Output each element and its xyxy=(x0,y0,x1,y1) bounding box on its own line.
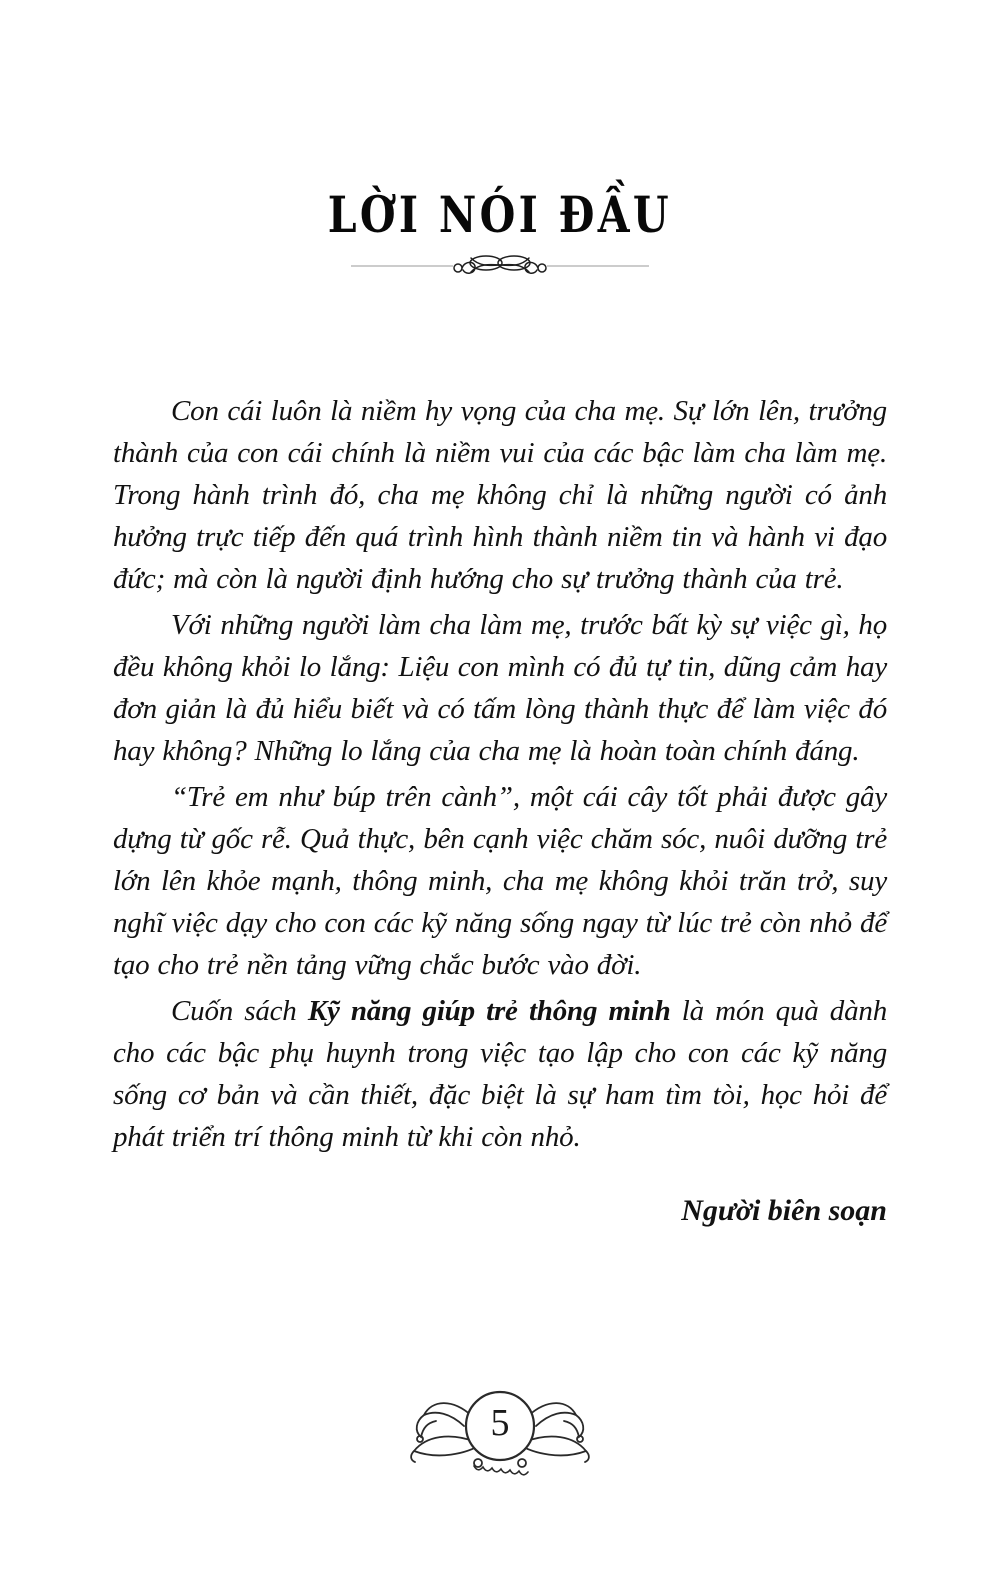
title-block xyxy=(0,186,1000,244)
page-number-ornament xyxy=(0,1382,1000,1494)
preface-content xyxy=(113,390,887,1228)
author-signature: Người biên soạn xyxy=(681,1194,887,1227)
paragraph-3: “Trẻ em như búp trên cành”, một cái cây tốt phải được gây dựng từ gốc rễ. Quả thực, bên cạnh việc chăm sóc, nuôi dưỡng trẻ lớn lên khỏe mạnh, thông minh, cha mẹ không khỏi trăn trở, suy nghĩ việc dạy cho con các kỹ năng sống ngay từ lúc trẻ còn nhỏ để tạo cho trẻ nền tảng vững chắc bước vào đời. xyxy=(113,781,887,981)
page-title: LỜI NÓI ĐẦU xyxy=(327,185,673,244)
paragraph-2: Với những người làm cha làm mẹ, trước bất kỳ sự việc gì, họ đều không khỏi lo lắng: Liệu con mình có đủ tự tin, dũng cảm hay đơn giản là đủ hiểu biết và có tấm lòng thành thực để làm việc đó hay không? Những lo lắng của cha mẹ là hoàn toàn chính đáng. xyxy=(113,609,887,767)
book-title-inline: Kỹ năng giúp trẻ thông minh xyxy=(307,995,671,1027)
flourish-divider-icon xyxy=(350,250,650,280)
page-number: 5 xyxy=(490,1402,510,1444)
paragraph-4-prefix: Cuốn sách xyxy=(171,995,308,1027)
page-number-badge xyxy=(390,1382,610,1494)
paragraph-4 xyxy=(113,990,887,1158)
paragraph-1: Con cái luôn là niềm hy vọng của cha mẹ. Sự lớn lên, trưởng thành của con cái chính là niềm vui của các bậc làm cha làm mẹ. Trong hành trình đó, cha mẹ không chỉ là những người có ảnh hưởng trực tiếp đến quá trình hình thành niềm tin và hành vi đạo đức; mà còn là người định hướng cho sự trưởng thành của trẻ. xyxy=(113,395,887,595)
title-divider xyxy=(0,250,1000,280)
paragraph-4-suffix: là món quà dành cho các bậc phụ huynh trong việc tạo lập cho con các kỹ năng sống cơ bản và cần thiết, đặc biệt là sự ham tìm tòi, học hỏi để phát triển trí thông minh từ khi còn nhỏ. xyxy=(113,995,887,1153)
